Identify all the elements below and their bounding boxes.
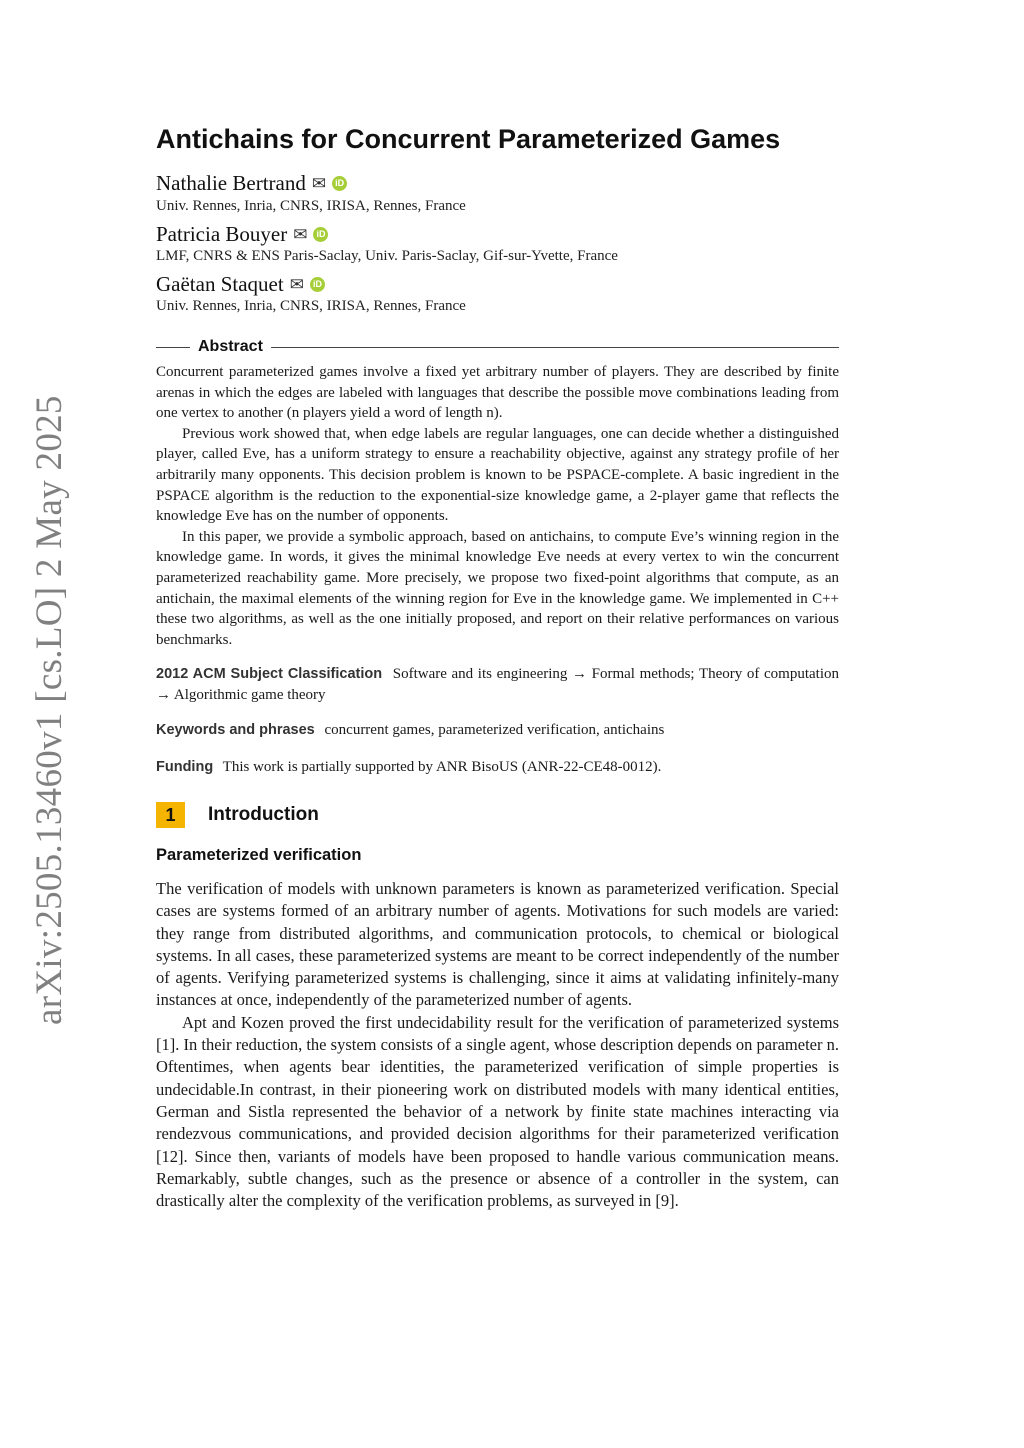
orcid-icon[interactable]: iD [332, 176, 347, 191]
author-bouyer [156, 222, 328, 247]
author-affiliation: Univ. Rennes, Inria, CNRS, IRISA, Rennes, France [156, 198, 466, 214]
section-heading [156, 802, 319, 828]
divider [271, 347, 839, 348]
abstract-paragraph: Concurrent parameterized games involve a fixed yet arbitrary number of players. They are described by finite arenas in which the edges are labeled with languages that describe the possible move combinations leading from one vertex to another (n players yield a word of length n). [156, 364, 839, 422]
section-number: 1 [156, 802, 185, 828]
arxiv-watermark: arXiv:2505.13460v1 [cs.LO] 2 May 2025 [29, 395, 70, 1025]
author-staquet [156, 272, 325, 297]
keywords-text: concurrent games, parameterized verification, antichains [324, 722, 665, 738]
divider [156, 347, 190, 348]
author-affiliation: Univ. Rennes, Inria, CNRS, IRISA, Rennes, France [156, 298, 466, 314]
funding-text: This work is partially supported by ANR BisoUS (ANR-22-CE48-0012). [222, 759, 662, 775]
body-paragraph: Apt and Kozen proved the first undecidability result for the verification of parameterized systems [1]. In their reduction, the system consists of a single agent, whose description depends on parameter n. Oftentimes, when agents bear identities, the parameterized verification of simple properties is undecidable.In contrast, in their pioneering work on distributed models with many identical entities, German and Sistla represented the behavior of a network by finite state machines interacting via rendezvous communications, and provided decision algorithms for their parameterized verification [12]. Since then, variants of models have been proposed to handle various communication means. Remarkably, subtle changes, such as the presence or absence of a controller in the system, can drastically alter the complexity of the verification problems, as surveyed in [9]. [156, 1012, 839, 1211]
paper-title: Antichains for Concurrent Parameterized Games [156, 124, 781, 154]
acm-classification [156, 664, 839, 706]
author-affiliation: LMF, CNRS & ENS Paris-Saclay, Univ. Paris-Saclay, Gif-sur-Yvette, France [156, 248, 618, 264]
mail-icon[interactable]: ✉ [289, 275, 304, 294]
acm-label: 2012 ACM Subject Classification [156, 666, 383, 682]
orcid-icon[interactable]: iD [313, 227, 328, 242]
author-bertrand [156, 171, 347, 196]
abstract-text [156, 362, 839, 650]
author-name: Nathalie Bertrand [156, 171, 306, 195]
orcid-icon[interactable]: iD [310, 277, 325, 292]
section-title: Introduction [208, 804, 319, 825]
funding [156, 757, 839, 778]
mail-icon[interactable]: ✉ [293, 225, 308, 244]
acm-text: Software and its engineering → Formal methods; Theory of computation → Algorithmic game theory [156, 666, 839, 703]
body-text [156, 878, 839, 1212]
keywords [156, 720, 839, 741]
author-name: Gaëtan Staquet [156, 272, 284, 296]
author-name: Patricia Bouyer [156, 222, 288, 246]
keywords-label: Keywords and phrases [156, 722, 315, 738]
funding-label: Funding [156, 759, 214, 775]
abstract-heading [156, 338, 839, 356]
abstract-paragraph: Previous work showed that, when edge labels are regular languages, one can decide whether a distinguished player, called Eve, has a uniform strategy to ensure a reachability objective, against any strategy profile of her arbitrarily many opponents. This decision problem is known to be PSPACE-complete. A basic ingredient in the PSPACE algorithm is the reduction to the exponential-size knowledge game, a 2-player game that reflects the knowledge Eve has on the number of opponents. [156, 425, 839, 525]
abstract-label: Abstract [198, 338, 263, 355]
subsection-title: Parameterized verification [156, 846, 362, 864]
abstract-paragraph: In this paper, we provide a symbolic approach, based on antichains, to compute Eve’s winning region in the knowledge game. In words, it gives the minimal knowledge Eve needs at every vertex to win the concurrent parameterized reachability game. More precisely, we propose two fixed-point algorithms that compute, as an antichain, the maximal elements of the winning region for Eve in the knowledge game. We implemented in C++ these two algorithms, as well as the one initially proposed, and report on their relative performances on various benchmarks. [156, 528, 839, 648]
body-paragraph: The verification of models with unknown parameters is known as parameterized verification. Special cases are systems formed of an arbitrary number of agents. Motivations for such models are varied: they range from distributed algorithms, and communication protocols, to chemical or biological systems. In all cases, these parameterized systems are meant to be correct independently of the number of agents. Verifying parameterized systems is challenging, since it aims at validating infinitely-many instances at once, independently of the parameterized number of agents. [156, 879, 839, 1010]
mail-icon[interactable]: ✉ [311, 174, 327, 193]
